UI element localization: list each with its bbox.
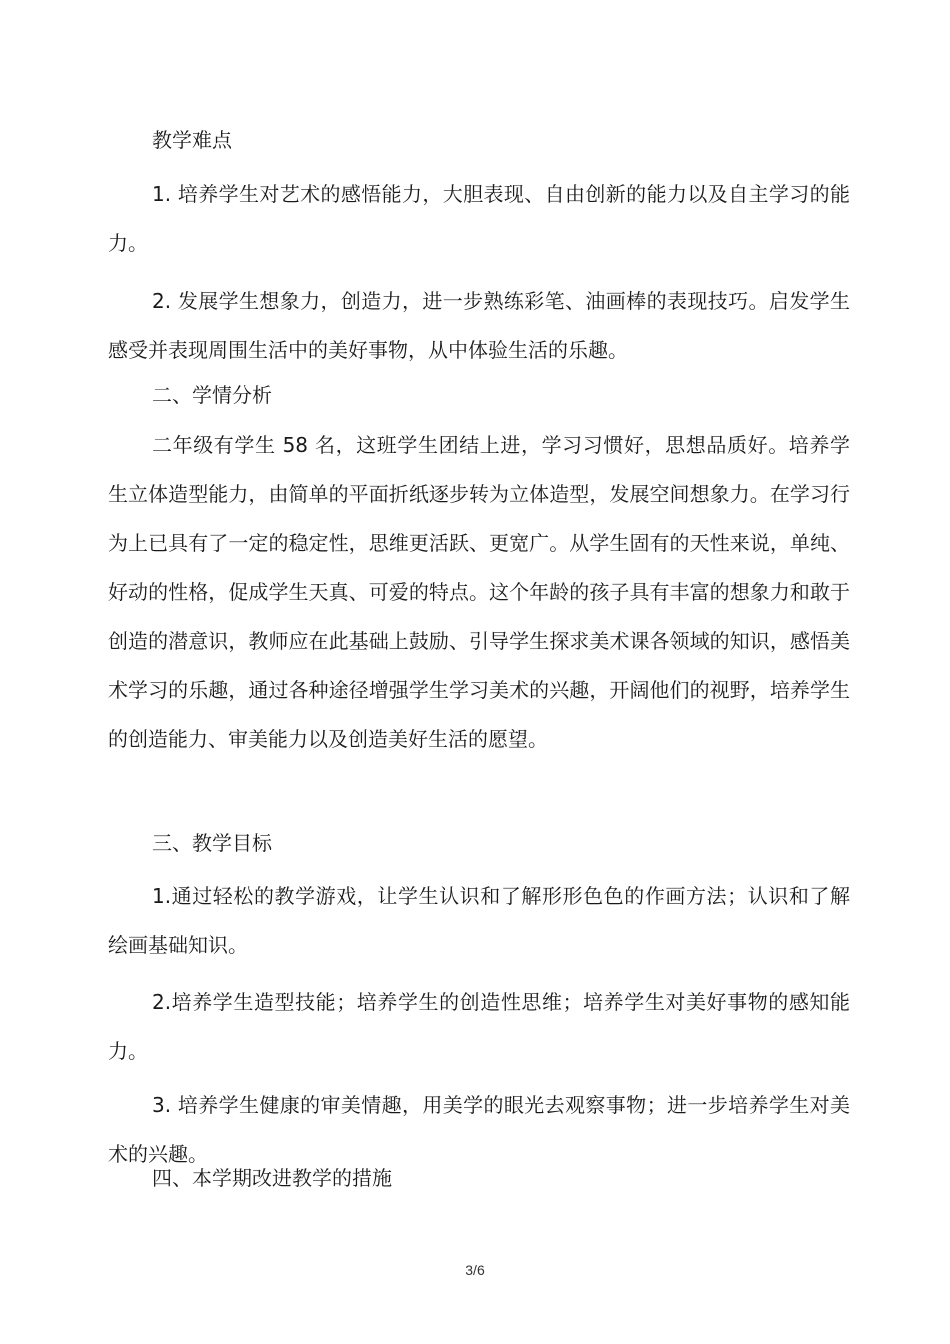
page-number: 3/6 xyxy=(465,1262,485,1278)
heading-teaching-difficulties: 教学难点 xyxy=(152,128,232,152)
difficulty-item-1: 1. 培养学生对艺术的感悟能力，大胆表现、自由创新的能力以及自主学习的能力。 xyxy=(108,182,850,255)
heading-improvement-measures: 四、本学期改进教学的措施 xyxy=(152,1166,392,1190)
student-analysis-text: 二年级有学生 58 名，这班学生团结上进，学习习惯好，思想品质好。培养学生立体造型能力，由简单的平面折纸逐步转为立体造型，发展空间想象力。在学习行为上已具有了一定的稳定性，思维更活跃、更宽广。从学生固有的天性来说，单纯、好动的性格，促成学生天真、可爱的特点。这个年龄的孩子具有丰富的想象力和敢于创造的潜意识，教师应在此基础上鼓励、引导学生探求美术课各领域的知识，感悟美术学习的乐趣，通过各种途径增强学生学习美术的兴趣，开阔他们的视野，培养学生的创造能力、审美能力以及创造美好生活的愿望。 xyxy=(108,433,850,751)
heading-teaching-goals: 三、教学目标 xyxy=(152,831,272,855)
goal-item-1: 1.通过轻松的教学游戏，让学生认识和了解形形色色的作画方法；认识和了解绘画基础知识。 xyxy=(108,884,850,957)
difficulty-item-2: 2. 发展学生想象力，创造力，进一步熟练彩笔、油画棒的表现技巧。启发学生感受并表现周围生活中的美好事物，从中体验生活的乐趣。 xyxy=(108,289,850,362)
heading-student-analysis: 二、学情分析 xyxy=(152,383,272,407)
goal-item-2: 2.培养学生造型技能；培养学生的创造性思维；培养学生对美好事物的感知能力。 xyxy=(108,990,850,1063)
goal-item-3: 3. 培养学生健康的审美情趣，用美学的眼光去观察事物；进一步培养学生对美术的兴趣。 xyxy=(108,1093,850,1166)
